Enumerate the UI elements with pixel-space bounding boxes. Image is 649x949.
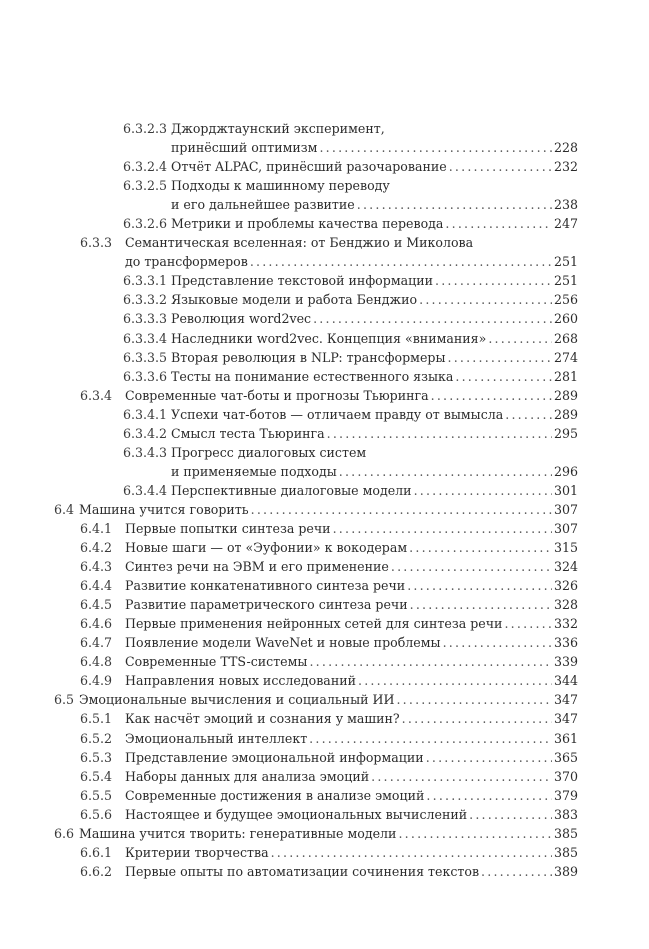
page-number: 232 — [553, 159, 578, 175]
section-number: 6.3.4.3 — [123, 444, 168, 460]
section-title: Языковые модели и работа Бенджио — [171, 292, 418, 308]
section-number: 6.4.1 — [80, 520, 113, 536]
entry-text — [79, 824, 578, 843]
toc-entry[interactable] — [0, 538, 649, 557]
section-title: Эмоциональный интеллект — [125, 730, 308, 746]
section-number: 6.3.3.3 — [123, 311, 168, 327]
section-title: Развитие конкатенативного синтеза речи — [125, 578, 406, 594]
page-number: 339 — [553, 654, 578, 670]
entry-text — [125, 862, 578, 881]
section-number: 6.3.3.5 — [123, 349, 168, 365]
entry-text — [125, 843, 578, 862]
dot-leader — [313, 309, 552, 328]
section-number: 6.3.2.4 — [123, 159, 168, 175]
page-number: 336 — [553, 635, 578, 651]
toc-entry[interactable] — [0, 652, 649, 671]
section-number: 6.3.4.1 — [123, 406, 168, 422]
section-title: Машина учится творить: генеративные модели — [79, 825, 397, 841]
toc-entry[interactable] — [0, 462, 649, 481]
section-title: Представление текстовой информации — [171, 273, 434, 289]
page-number: 347 — [553, 692, 578, 708]
toc-entry[interactable] — [0, 500, 649, 519]
section-title: Наследники word2vec. Концепция «внимания» — [171, 330, 487, 346]
toc-entry[interactable] — [0, 214, 649, 233]
entry-text — [79, 500, 578, 519]
section-number: 6.4.9 — [80, 673, 113, 689]
section-title: Современные чат-боты и прогнозы Тьюринга — [125, 387, 429, 403]
section-number: 6.4.7 — [80, 635, 113, 651]
page-number: 289 — [553, 387, 578, 403]
section-title: Новые шаги — от «Эуфонии» к вокодерам — [125, 540, 408, 556]
dot-leader — [309, 729, 552, 748]
toc-entry[interactable] — [0, 176, 649, 195]
dot-leader — [435, 271, 552, 290]
dot-leader — [414, 481, 552, 500]
section-number: 6.3.3 — [80, 235, 113, 251]
dot-leader — [319, 138, 552, 157]
section-title: до трансформеров — [125, 254, 248, 270]
section-number: 6.6.2 — [80, 863, 113, 879]
toc-entry[interactable] — [0, 671, 649, 690]
section-title: Прогресс диалоговых систем — [171, 444, 367, 460]
page-number: 295 — [553, 425, 578, 441]
page-number: 370 — [553, 768, 578, 784]
section-title: и его дальнейшее развитие — [171, 197, 355, 213]
section-number: 6.3.3.4 — [123, 330, 168, 346]
toc-entry[interactable] — [0, 424, 649, 443]
section-title: Как насчёт эмоций и сознания у машин? — [125, 711, 400, 727]
dot-leader — [396, 690, 551, 709]
entry-text — [125, 729, 578, 748]
entry-text — [171, 157, 578, 176]
dot-leader — [488, 329, 552, 348]
page-number: 324 — [553, 559, 578, 575]
entry-text — [171, 214, 578, 233]
dot-leader — [419, 290, 552, 309]
section-number: 6.6.1 — [80, 844, 113, 860]
entry-text — [125, 633, 578, 652]
entry-text — [125, 671, 578, 690]
section-title: Метрики и проблемы качества перевода — [171, 216, 444, 232]
toc-entry[interactable] — [0, 195, 649, 214]
dot-leader — [251, 500, 552, 519]
dot-leader — [445, 214, 552, 233]
entry-text — [125, 252, 578, 271]
entry-text — [171, 309, 578, 328]
section-number: 6.5.2 — [80, 730, 113, 746]
entry-text — [171, 290, 578, 309]
toc-entry[interactable] — [0, 576, 649, 595]
entry-text — [125, 519, 578, 538]
entry-text — [125, 557, 578, 576]
section-title: Синтез речи на ЭВМ и его применение — [125, 559, 389, 575]
page-number: 344 — [553, 673, 578, 689]
toc-entry[interactable] — [0, 119, 649, 138]
section-number: 6.3.2.6 — [123, 216, 168, 232]
section-title: Тесты на понимание естественного языка — [171, 368, 454, 384]
section-title: Вторая революция в NLP: трансформеры — [171, 349, 446, 365]
entry-text — [125, 652, 578, 671]
entry-text — [125, 538, 578, 557]
entry-text — [171, 119, 578, 138]
section-title: Первые опыты по автоматизации сочинения текстов — [125, 863, 480, 879]
toc-entry[interactable] — [0, 233, 649, 252]
toc-entry[interactable] — [0, 690, 649, 709]
toc-entry[interactable] — [0, 767, 649, 786]
toc-entry[interactable] — [0, 348, 649, 367]
section-number: 6.5 — [54, 692, 75, 708]
section-title: Джорджтаунский эксперимент, — [171, 121, 385, 136]
dot-leader — [504, 614, 552, 633]
toc-entry[interactable] — [0, 252, 649, 271]
entry-text — [171, 405, 578, 424]
page-number: 238 — [553, 197, 578, 213]
toc-entry[interactable] — [0, 557, 649, 576]
section-number: 6.3.2.3 — [123, 121, 168, 136]
dot-leader — [371, 767, 552, 786]
dot-leader — [402, 709, 552, 728]
page-number: 256 — [553, 292, 578, 308]
entry-text — [171, 138, 578, 157]
entry-text — [125, 786, 578, 805]
toc-entry[interactable] — [0, 729, 649, 748]
entry-text — [125, 748, 578, 767]
page-number: 274 — [553, 349, 578, 365]
page-number: 328 — [553, 597, 578, 613]
entry-text — [171, 176, 578, 195]
page-number: 326 — [553, 578, 578, 594]
section-title: Семантическая вселенная: от Бенджио и Миколова — [125, 235, 474, 251]
toc-entry[interactable] — [0, 157, 649, 176]
section-title: Развитие параметрического синтеза речи — [125, 597, 408, 613]
dot-leader — [481, 862, 552, 881]
section-title: Революция word2vec — [171, 311, 312, 327]
section-number: 6.3.4.2 — [123, 425, 168, 441]
toc-entry[interactable] — [0, 633, 649, 652]
section-number: 6.6 — [54, 825, 75, 841]
section-title: Представление эмоциональной информации — [125, 749, 424, 765]
page-number: 385 — [553, 825, 578, 841]
section-title: Первые попытки синтеза речи — [125, 520, 331, 536]
page-number: 315 — [553, 540, 578, 556]
entry-text — [79, 690, 578, 709]
section-title: Появление модели WaveNet и новые проблемы — [125, 635, 441, 651]
page-number: 383 — [553, 806, 578, 822]
dot-leader — [469, 805, 552, 824]
dot-leader — [339, 462, 552, 481]
section-title: Подходы к машинному переводу — [171, 178, 390, 194]
entry-text — [125, 576, 578, 595]
entry-text — [125, 805, 578, 824]
section-number: 6.4 — [54, 501, 75, 517]
section-number: 6.3.4.4 — [123, 482, 168, 498]
entry-text — [171, 367, 578, 386]
dot-leader — [409, 538, 552, 557]
section-number: 6.5.1 — [80, 711, 113, 727]
toc-entry[interactable] — [0, 519, 649, 538]
toc-entry[interactable] — [0, 386, 649, 405]
section-number: 6.4.5 — [80, 597, 113, 613]
dot-leader — [358, 671, 552, 690]
section-title: Отчёт ALPAC, принёсший разочарование — [171, 159, 447, 175]
section-title: Перспективные диалоговые модели — [171, 482, 412, 498]
toc-entry[interactable] — [0, 138, 649, 157]
section-number: 6.3.2.5 — [123, 178, 168, 194]
section-title: Направления новых исследований — [125, 673, 356, 689]
dot-leader — [505, 405, 552, 424]
page-number: 296 — [553, 463, 578, 479]
section-title: Современные TTS-системы — [125, 654, 308, 670]
page-number: 281 — [553, 368, 578, 384]
section-title: Машина учится говорить — [79, 501, 249, 517]
toc-entry[interactable] — [0, 309, 649, 328]
dot-leader — [410, 595, 552, 614]
page-number: 361 — [553, 730, 578, 746]
page-number: 365 — [553, 749, 578, 765]
section-title: Эмоциональные вычисления и социальный ИИ — [79, 692, 395, 708]
toc-entry[interactable] — [0, 367, 649, 386]
page-number: 307 — [553, 501, 578, 517]
page-number: 389 — [553, 863, 578, 879]
section-title: Смысл теста Тьюринга — [171, 425, 325, 441]
section-title: принёсший оптимизм — [171, 140, 318, 156]
dot-leader — [455, 367, 552, 386]
dot-leader — [333, 519, 552, 538]
entry-text — [171, 271, 578, 290]
dot-leader — [447, 348, 551, 367]
entry-text — [171, 329, 578, 348]
section-title: и применяемые подходы — [171, 463, 337, 479]
section-number: 6.3.4 — [80, 387, 113, 403]
entry-text — [125, 233, 578, 252]
entry-text — [125, 709, 578, 728]
toc-entry[interactable] — [0, 329, 649, 348]
section-number: 6.5.6 — [80, 806, 113, 822]
section-title: Критерии творчества — [125, 844, 269, 860]
page-number: 347 — [553, 711, 578, 727]
toc-entry[interactable] — [0, 614, 649, 633]
page-number: 251 — [553, 273, 578, 289]
page-number: 251 — [553, 254, 578, 270]
entry-text — [171, 481, 578, 500]
dot-leader — [398, 824, 552, 843]
dot-leader — [426, 786, 552, 805]
entry-text — [171, 462, 578, 481]
section-number: 6.5.4 — [80, 768, 113, 784]
section-number: 6.4.2 — [80, 540, 113, 556]
page-number: 301 — [553, 482, 578, 498]
section-number: 6.4.6 — [80, 616, 113, 632]
section-title: Наборы данных для анализа эмоций — [125, 768, 370, 784]
page-number: 247 — [553, 216, 578, 232]
section-number: 6.5.5 — [80, 787, 113, 803]
entry-text — [171, 195, 578, 214]
section-number: 6.3.3.2 — [123, 292, 168, 308]
toc-entry[interactable] — [0, 290, 649, 309]
dot-leader — [309, 652, 551, 671]
toc-entry[interactable] — [0, 405, 649, 424]
entry-text — [125, 595, 578, 614]
entry-text — [125, 386, 578, 405]
page-number: 260 — [553, 311, 578, 327]
page-number: 307 — [553, 520, 578, 536]
dot-leader — [443, 633, 552, 652]
page-number: 289 — [553, 406, 578, 422]
table-of-contents — [0, 119, 649, 881]
section-number: 6.4.3 — [80, 559, 113, 575]
dot-leader — [426, 748, 552, 767]
dot-leader — [391, 557, 552, 576]
dot-leader — [407, 576, 552, 595]
section-number: 6.3.3.6 — [123, 368, 168, 384]
entry-text — [171, 443, 578, 462]
toc-entry[interactable] — [0, 805, 649, 824]
toc-entry[interactable] — [0, 271, 649, 290]
toc-entry[interactable] — [0, 748, 649, 767]
toc-entry[interactable] — [0, 824, 649, 843]
toc-entry[interactable] — [0, 595, 649, 614]
dot-leader — [431, 386, 552, 405]
dot-leader — [250, 252, 552, 271]
toc-entry[interactable] — [0, 443, 649, 462]
page-number: 332 — [553, 616, 578, 632]
toc-entry[interactable] — [0, 786, 649, 805]
section-number: 6.4.4 — [80, 578, 113, 594]
section-title: Современные достижения в анализе эмоций — [125, 787, 425, 803]
section-title: Настоящее и будущее эмоциональных вычислений — [125, 806, 468, 822]
section-title: Успехи чат-ботов — отличаем правду от вымысла — [171, 406, 504, 422]
section-title: Первые применения нейронных сетей для синтеза речи — [125, 616, 503, 632]
dot-leader — [327, 424, 552, 443]
entry-text — [125, 614, 578, 633]
entry-text — [125, 767, 578, 786]
page-number: 228 — [553, 140, 578, 156]
entry-text — [171, 348, 578, 367]
toc-entry[interactable] — [0, 862, 649, 881]
page-number: 268 — [553, 330, 578, 346]
toc-entry[interactable] — [0, 481, 649, 500]
dot-leader — [271, 843, 552, 862]
section-number: 6.5.3 — [80, 749, 113, 765]
toc-entry[interactable] — [0, 843, 649, 862]
entry-text — [171, 424, 578, 443]
dot-leader — [357, 195, 552, 214]
page-number: 385 — [553, 844, 578, 860]
page-number: 379 — [553, 787, 578, 803]
dot-leader — [449, 157, 552, 176]
section-number: 6.4.8 — [80, 654, 113, 670]
toc-entry[interactable] — [0, 709, 649, 728]
section-number: 6.3.3.1 — [123, 273, 168, 289]
